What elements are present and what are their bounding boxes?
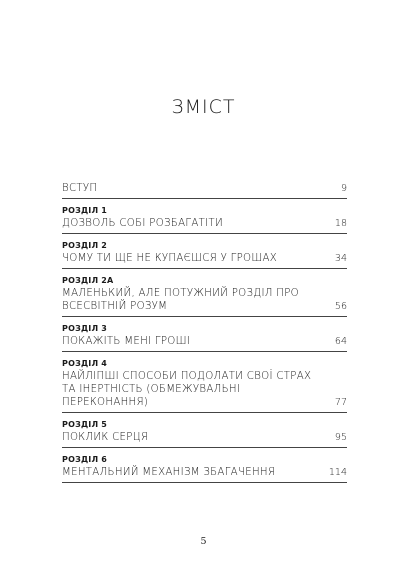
toc-entry-title: ЧОМУ ТИ ЩЕ НЕ КУПАЄШСЯ У ГРОШАХ [62, 253, 278, 264]
toc-entry-page: 56 [334, 301, 347, 312]
page-number: 5 [200, 536, 207, 547]
toc-entry-title: ДОЗВОЛЬ СОБІ РОЗБАГАТІТИ [62, 218, 223, 229]
toc-entry-page: 77 [334, 397, 347, 408]
toc-chapter-label: РОЗДІЛ 4 [62, 359, 108, 368]
toc-chapter-label: РОЗДІЛ 5 [62, 420, 108, 429]
toc-chapter-label: РОЗДІЛ 3 [62, 324, 108, 333]
toc-entry-title: МАЛЕНЬКИЙ, АЛЕ ПОТУЖНИЙ РОЗДІЛ ПРО ВСЕСВІТНІЙ РОЗУМ [62, 288, 299, 312]
toc-chapter-label: РОЗДІЛ 6 [62, 455, 108, 464]
table-of-contents [62, 182, 347, 483]
toc-entry-title: МЕНТАЛЬНИЙ МЕХАНІЗМ ЗБАГАЧЕННЯ [62, 467, 276, 478]
toc-entry-page: 64 [334, 336, 347, 347]
toc-entry-page: 34 [334, 253, 347, 264]
toc-entry-page: 18 [334, 218, 347, 229]
toc-entry-chapter-3[interactable] [62, 317, 347, 352]
toc-entry-intro[interactable] [62, 182, 347, 199]
toc-entry-page: 95 [334, 432, 347, 443]
toc-entry-title: ВСТУП [62, 183, 98, 194]
toc-chapter-label: РОЗДІЛ 2 [62, 241, 108, 250]
toc-entry-chapter-1[interactable] [62, 199, 347, 234]
toc-entry-page: 114 [328, 467, 347, 478]
toc-chapter-label: РОЗДІЛ 2А [62, 276, 114, 285]
toc-entry-chapter-2a[interactable] [62, 269, 347, 317]
toc-chapter-label: РОЗДІЛ 1 [62, 206, 108, 215]
toc-entry-chapter-6[interactable] [62, 448, 347, 483]
toc-entry-chapter-5[interactable] [62, 413, 347, 448]
toc-entry-chapter-2[interactable] [62, 234, 347, 269]
toc-entry-chapter-4[interactable] [62, 352, 347, 413]
toc-entry-page: 9 [340, 183, 347, 194]
toc-entry-title: ПОКЛИК СЕРЦЯ [62, 432, 149, 443]
page-title: ЗМІСТ [171, 96, 236, 118]
toc-entry-title: ПОКАЖІТЬ МЕНІ ГРОШІ [62, 336, 191, 347]
toc-entry-title: НАЙЛІПШІ СПОСОБИ ПОДОЛАТИ СВОЇ СТРАХ ТА ІНЕРТНІСТЬ (ОБМЕЖУВАЛЬНІ ПЕРЕКОНАННЯ) [62, 371, 312, 408]
